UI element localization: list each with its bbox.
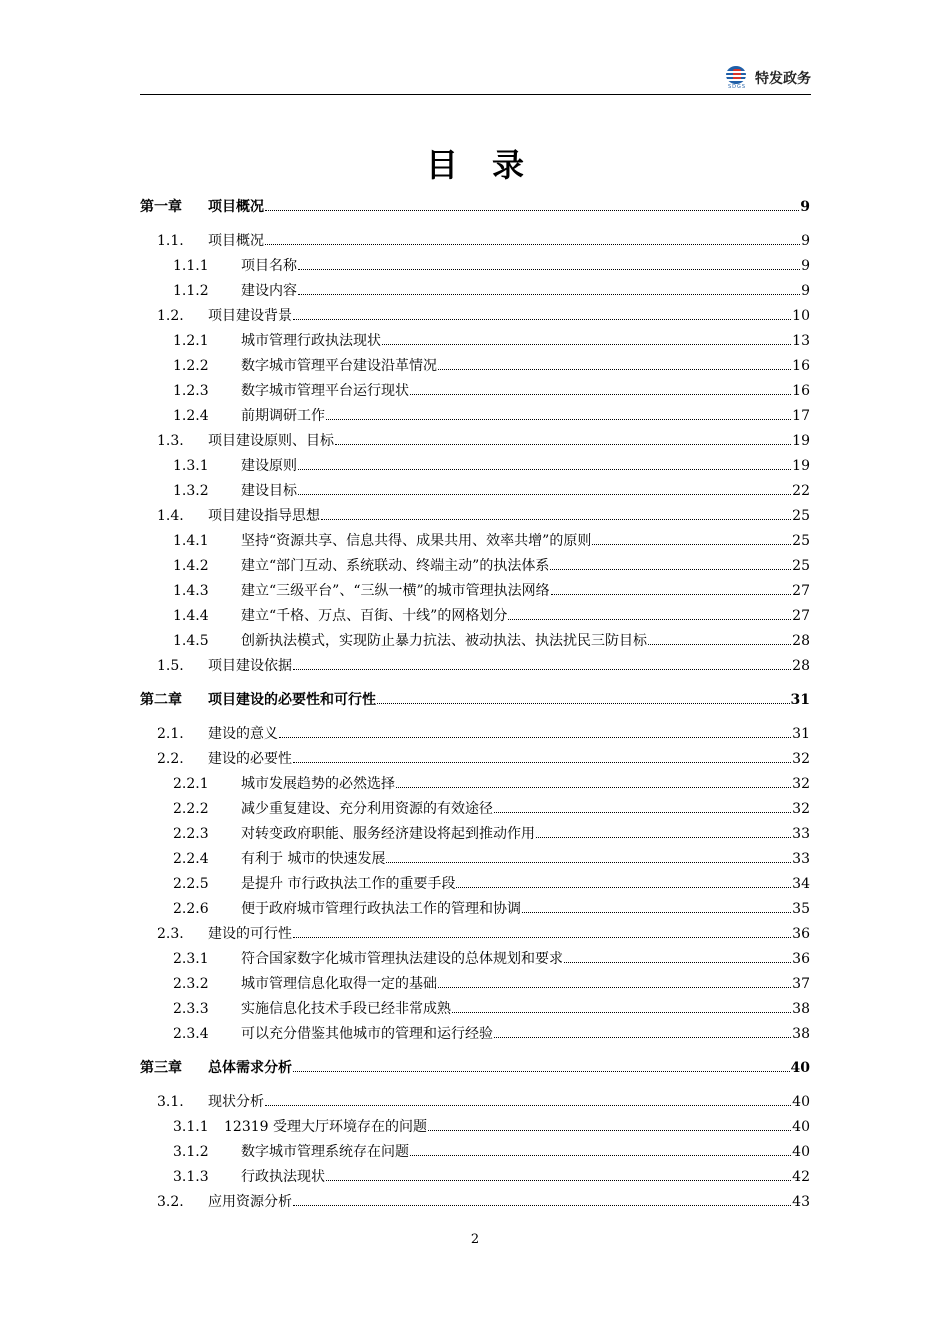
toc-entry-page: 9 xyxy=(801,258,810,274)
toc-leader-dots xyxy=(536,837,791,838)
toc-entry-number: 3.1.2 xyxy=(173,1144,209,1160)
toc-entry[interactable] xyxy=(140,330,810,352)
toc-entry-number: 1.2. xyxy=(157,308,184,324)
sdgs-logo-icon xyxy=(724,66,750,90)
toc-entry-page: 33 xyxy=(792,826,810,842)
toc-entry-number: 1.4.1 xyxy=(173,533,209,549)
toc-entry-page: 19 xyxy=(792,433,810,449)
toc-entry-number: 1.2.1 xyxy=(173,333,209,349)
toc-entry-title: 项目名称 xyxy=(241,258,297,274)
toc-leader-dots xyxy=(377,703,790,704)
toc-entry-title: 建设内容 xyxy=(241,283,297,299)
toc-entry[interactable] xyxy=(140,505,810,527)
toc-entry-title: 应用资源分析 xyxy=(208,1194,292,1210)
toc-entry-title: 坚持“资源共享、信息共得、成果共用、效率共增”的原则 xyxy=(241,533,592,549)
toc-entry-page: 43 xyxy=(792,1194,810,1210)
toc-leader-dots xyxy=(265,244,800,245)
toc-entry-title: 项目建设指导思想 xyxy=(208,508,320,524)
toc-entry-number: 2.2.1 xyxy=(173,776,209,792)
toc-entry[interactable] xyxy=(140,798,810,820)
toc-entry-title: 实施信息化技术手段已经非常成熟 xyxy=(241,1001,451,1017)
toc-leader-dots xyxy=(551,594,792,595)
toc-entry-number: 第一章 xyxy=(140,199,182,215)
toc-leader-dots xyxy=(298,494,791,495)
toc-entry[interactable] xyxy=(140,230,810,252)
toc-entry-page: 25 xyxy=(792,558,810,574)
toc-entry-number: 1.2.3 xyxy=(173,383,209,399)
toc-entry-number: 第三章 xyxy=(140,1060,182,1076)
toc-entry-title: 现状分析 xyxy=(208,1094,264,1110)
toc-entry-title: 项目建设原则、目标 xyxy=(208,433,334,449)
toc-leader-dots xyxy=(410,394,791,395)
toc-leader-dots xyxy=(494,1037,791,1038)
toc-entry[interactable] xyxy=(140,1141,810,1163)
toc-entry-title: 对转变政府职能、服务经济建设将起到推动作用 xyxy=(241,826,535,842)
toc-leader-dots xyxy=(550,569,791,570)
toc-entry[interactable] xyxy=(140,973,810,995)
toc-entry-title: 城市管理信息化取得一定的基础 xyxy=(241,976,437,992)
toc-leader-dots xyxy=(494,812,791,813)
toc-entry[interactable] xyxy=(140,1057,810,1079)
toc-entry-page: 27 xyxy=(792,583,810,599)
toc-entry-page: 27 xyxy=(792,608,810,624)
toc-entry[interactable] xyxy=(140,948,810,970)
toc-leader-dots xyxy=(326,419,791,420)
toc-entry-page: 10 xyxy=(792,308,810,324)
toc-entry[interactable] xyxy=(140,1166,810,1188)
toc-entry[interactable] xyxy=(140,280,810,302)
company-logo xyxy=(724,66,811,90)
toc-entry-number: 1.4.4 xyxy=(173,608,209,624)
toc-entry[interactable] xyxy=(140,605,810,627)
toc-entry-page: 19 xyxy=(792,458,810,474)
toc-entry-page: 31 xyxy=(790,692,810,708)
toc-leader-dots xyxy=(293,937,791,938)
toc-leader-dots xyxy=(438,987,791,988)
toc-leader-dots xyxy=(279,737,791,738)
toc-entry-page: 22 xyxy=(792,483,810,499)
toc-entry[interactable] xyxy=(140,580,810,602)
toc-entry-title: 减少重复建设、充分利用资源的有效途径 xyxy=(241,801,493,817)
toc-leader-dots xyxy=(293,669,791,670)
toc-entry[interactable] xyxy=(140,823,810,845)
toc-entry-title: 创新执法模式，实现防止暴力抗法、被动执法、执法扰民三防目标 xyxy=(241,633,647,649)
toc-entry[interactable] xyxy=(140,898,810,920)
toc-entry-page: 34 xyxy=(792,876,810,892)
toc-entry[interactable] xyxy=(140,430,810,452)
logo-sub-text: SDGS xyxy=(727,84,747,90)
toc-entry-number: 2.2.2 xyxy=(173,801,209,817)
toc-entry[interactable] xyxy=(140,689,810,711)
toc-leader-dots xyxy=(265,210,799,211)
toc-entry-title: 建立“千格、万点、百街、十线”的网格划分 xyxy=(241,608,508,624)
toc-entry-number: 2.3.4 xyxy=(173,1026,209,1042)
toc-entry-number: 1.2.2 xyxy=(173,358,209,374)
toc-leader-dots xyxy=(396,787,791,788)
toc-entry-number: 第二章 xyxy=(140,692,182,708)
toc-entry[interactable] xyxy=(140,355,810,377)
toc-entry-page: 28 xyxy=(792,658,810,674)
toc-entry-page: 9 xyxy=(801,283,810,299)
toc-entry-page: 25 xyxy=(792,533,810,549)
toc-entry[interactable] xyxy=(140,196,810,218)
toc-entry-title: 有利于 城市的快速发展 xyxy=(241,851,386,867)
toc-leader-dots xyxy=(293,319,791,320)
toc-entry-number: 2.3.3 xyxy=(173,1001,209,1017)
toc-leader-dots xyxy=(298,269,800,270)
toc-leader-dots xyxy=(564,962,791,963)
toc-entry-title: 数字城市管理平台建设沿革情况 xyxy=(241,358,437,374)
toc-entry[interactable] xyxy=(140,1191,810,1213)
toc-entry-title: 项目建设的必要性和可行性 xyxy=(208,692,376,708)
toc-entry-number: 1.1.2 xyxy=(173,283,209,299)
toc-entry-number: 2.2. xyxy=(157,751,184,767)
toc-entry-number: 1.2.4 xyxy=(173,408,209,424)
toc-entry-number: 2.2.4 xyxy=(173,851,209,867)
toc-entry-number: 2.3. xyxy=(157,926,184,942)
toc-entry-page: 16 xyxy=(792,383,810,399)
toc-leader-dots xyxy=(265,1105,791,1106)
toc-entry-number: 2.3.1 xyxy=(173,951,209,967)
toc-entry-page: 38 xyxy=(792,1026,810,1042)
toc-entry-title: 建设的可行性 xyxy=(208,926,292,942)
page-title: 目录 xyxy=(425,146,558,184)
toc-entry[interactable] xyxy=(140,530,810,552)
toc-leader-dots xyxy=(321,519,791,520)
toc-entry-page: 32 xyxy=(792,751,810,767)
toc-leader-dots xyxy=(452,1012,791,1013)
toc-entry-number: 1.4.5 xyxy=(173,633,209,649)
toc-entry[interactable] xyxy=(140,923,810,945)
brand-name: 特发政务 xyxy=(755,71,811,87)
toc-leader-dots xyxy=(410,1155,791,1156)
toc-leader-dots xyxy=(508,619,791,620)
toc-entry-title: 总体需求分析 xyxy=(208,1060,292,1076)
toc-entry[interactable] xyxy=(140,555,810,577)
toc-entry-page: 38 xyxy=(792,1001,810,1017)
toc-leader-dots xyxy=(326,1180,791,1181)
toc-entry-number: 2.3.2 xyxy=(173,976,209,992)
toc-entry-page: 40 xyxy=(792,1094,810,1110)
page-header xyxy=(140,62,811,95)
toc-entry-title: 建立“三级平台”、“三纵一横”的城市管理执法网络 xyxy=(241,583,550,599)
toc-entry-number: 3.1.1 xyxy=(173,1119,209,1135)
toc-entry[interactable] xyxy=(140,655,810,677)
toc-entry[interactable] xyxy=(140,305,810,327)
toc-entry[interactable] xyxy=(140,455,810,477)
toc-entry-title: 项目建设背景 xyxy=(208,308,292,324)
toc-entry-number: 3.1.3 xyxy=(173,1169,209,1185)
toc-entry-number: 1.3.1 xyxy=(173,458,209,474)
toc-entry[interactable] xyxy=(140,748,810,770)
toc-entry-page: 37 xyxy=(792,976,810,992)
toc-entry-title: 数字城市管理平台运行现状 xyxy=(241,383,409,399)
toc-entry[interactable] xyxy=(140,405,810,427)
toc-entry-title: 项目概况 xyxy=(208,233,264,249)
toc-entry[interactable] xyxy=(140,630,810,652)
page-number: 2 xyxy=(470,1232,480,1247)
toc-entry[interactable] xyxy=(140,1023,810,1045)
toc-entry-title: 建立“部门互动、系统联动、终端主动”的执法体系 xyxy=(241,558,550,574)
toc-leader-dots xyxy=(293,762,791,763)
toc-entry-number: 1.1. xyxy=(157,233,184,249)
toc-entry-title: 建设目标 xyxy=(241,483,297,499)
toc-leader-dots xyxy=(382,344,791,345)
toc-entry[interactable] xyxy=(140,480,810,502)
toc-entry-title: 符合国家数字化城市管理执法建设的总体规划和要求 xyxy=(241,951,563,967)
toc-entry-title: 是提升 市行政执法工作的重要手段 xyxy=(241,876,456,892)
toc-entry-title: 可以充分借鉴其他城市的管理和运行经验 xyxy=(241,1026,493,1042)
toc-entry-number: 1.4.3 xyxy=(173,583,209,599)
toc-entry[interactable] xyxy=(140,873,810,895)
toc-leader-dots xyxy=(456,887,791,888)
toc-entry-page: 36 xyxy=(792,951,810,967)
toc-entry-number: 2.2.3 xyxy=(173,826,209,842)
toc-entry-number: 1.1.1 xyxy=(173,258,209,274)
toc-leader-dots xyxy=(522,912,791,913)
toc-entry-page: 42 xyxy=(792,1169,810,1185)
toc-leader-dots xyxy=(386,862,791,863)
toc-entry[interactable] xyxy=(140,255,810,277)
toc-entry-page: 32 xyxy=(792,776,810,792)
toc-entry-page: 35 xyxy=(792,901,810,917)
toc-entry[interactable] xyxy=(140,848,810,870)
toc-entry[interactable] xyxy=(140,1091,810,1113)
toc-entry-title: 便于政府城市管理行政执法工作的管理和协调 xyxy=(241,901,521,917)
toc-leader-dots xyxy=(335,444,791,445)
toc-entry-page: 36 xyxy=(792,926,810,942)
toc-entry-page: 31 xyxy=(792,726,810,742)
toc-entry-page: 32 xyxy=(792,801,810,817)
toc-entry-page: 9 xyxy=(800,199,810,215)
toc-leader-dots xyxy=(648,644,791,645)
toc-leader-dots xyxy=(428,1130,791,1131)
toc-entry-title: 城市管理行政执法现状 xyxy=(241,333,381,349)
toc-entry[interactable] xyxy=(140,998,810,1020)
toc-entry-page: 28 xyxy=(792,633,810,649)
toc-entry-page: 40 xyxy=(792,1144,810,1160)
toc-entry-page: 16 xyxy=(792,358,810,374)
toc-leader-dots xyxy=(293,1071,790,1072)
toc-leader-dots xyxy=(293,1205,791,1206)
toc-entry[interactable] xyxy=(140,773,810,795)
toc-entry[interactable] xyxy=(140,1116,810,1138)
toc-leader-dots xyxy=(298,294,800,295)
toc-entry-number: 2.2.6 xyxy=(173,901,209,917)
toc-entry-page: 40 xyxy=(790,1060,810,1076)
toc-entry-number: 1.3.2 xyxy=(173,483,209,499)
toc-entry-title: 前期调研工作 xyxy=(241,408,325,424)
toc-entry-page: 33 xyxy=(792,851,810,867)
toc-entry-page: 17 xyxy=(792,408,810,424)
toc-entry-page: 25 xyxy=(792,508,810,524)
toc-entry-title: 数字城市管理系统存在问题 xyxy=(241,1144,409,1160)
toc-entry[interactable] xyxy=(140,380,810,402)
toc-entry-title: 项目建设依据 xyxy=(208,658,292,674)
toc-entry-number: 2.1. xyxy=(157,726,184,742)
toc-entry-title: 城市发展趋势的必然选择 xyxy=(241,776,395,792)
toc-entry-title: 建设原则 xyxy=(241,458,297,474)
toc-entry-number: 1.4. xyxy=(157,508,184,524)
toc-entry-page: 40 xyxy=(792,1119,810,1135)
toc-entry-page: 9 xyxy=(801,233,810,249)
toc-entry-title: 项目概况 xyxy=(208,199,264,215)
toc-entry-title: 行政执法现状 xyxy=(241,1169,325,1185)
toc-entry-title: 建设的必要性 xyxy=(208,751,292,767)
toc-entry-title: 12319 受理大厅环境存在的问题 xyxy=(224,1119,427,1135)
toc-entry-page: 13 xyxy=(792,333,810,349)
toc-entry-number: 1.4.2 xyxy=(173,558,209,574)
toc-leader-dots xyxy=(298,469,791,470)
toc-leader-dots xyxy=(438,369,791,370)
toc-entry-number: 3.1. xyxy=(157,1094,184,1110)
toc-entry-number: 1.3. xyxy=(157,433,184,449)
toc-entry-number: 3.2. xyxy=(157,1194,184,1210)
toc-entry-title: 建设的意义 xyxy=(208,726,278,742)
toc-leader-dots xyxy=(592,544,791,545)
toc-entry-number: 1.5. xyxy=(157,658,184,674)
toc-entry[interactable] xyxy=(140,723,810,745)
toc-entry-number: 2.2.5 xyxy=(173,876,209,892)
